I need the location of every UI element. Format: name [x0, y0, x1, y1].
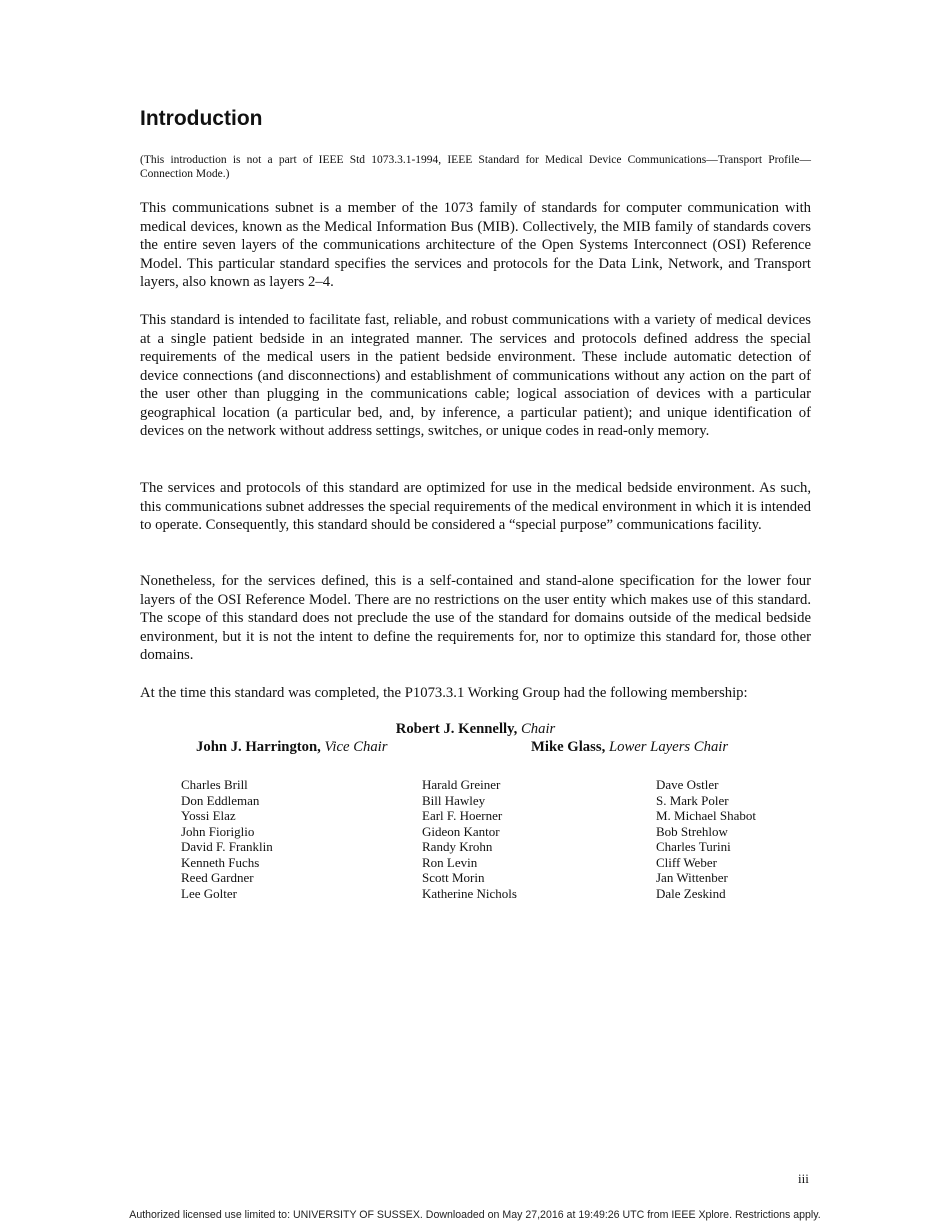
paragraph-1: This communications subnet is a member of the 1073 family of standards for computer communication with medical devices, known as the Medical Information Bus (MIB). Collectively, the MIB family of standards covers the entire seven layers of the communications architecture of the Open Systems Interconnect (OSI) Reference Model. This particular standard specifies the services and protocols for the Data Link, Network, and Transport layers, also known as layers 2–4.: [140, 200, 811, 290]
member-name: Yossi Elaz: [181, 808, 236, 823]
member-name: Reed Gardner: [181, 870, 254, 885]
member-name: Scott Morin: [422, 870, 485, 885]
chair-name: Robert J. Kennelly,: [395, 721, 518, 737]
member-name: Randy Krohn: [422, 839, 493, 854]
member-name: Cliff Weber: [656, 854, 717, 870]
paragraph-2: This standard is intended to facilitate fast, reliable, and robust communications with a variety of medical devices at a single patient bedside in an integrated manner. The services and protocols defined address the special requirements of the medical users in the patient bedside environment. These include automatic detection of device connections (and disconnections) and establishment of communications without any action on the part of the user other than plugging in the communications cable; logical association of devices with a particular geographical location (a particular bed, and, by inference, a particular patient); and unique identification of devices on the network without address settings, switches, or unique codes in read-only memory.: [140, 312, 811, 439]
member-name: Harald Greiner: [422, 777, 501, 792]
member-name: Don Eddleman: [181, 792, 260, 808]
member-column-3: [656, 777, 756, 901]
member-name: S. Mark Poler: [656, 792, 729, 808]
member-name: Charles Brill: [181, 777, 248, 792]
page-number: iii: [798, 1171, 809, 1186]
member-name: Earl F. Hoerner: [422, 808, 503, 823]
member-name: Lee Golter: [181, 885, 237, 901]
officer-lower-layers-chair: [531, 738, 728, 756]
member-name: Gideon Kantor: [422, 823, 500, 839]
section-heading: Introduction: [140, 107, 263, 130]
member-name: Katherine Nichols: [422, 885, 517, 901]
member-name: M. Michael Shabot: [656, 808, 757, 823]
member-name: David F. Franklin: [181, 839, 273, 854]
officer-chair: [140, 720, 811, 738]
license-footer: Authorized licensed use limited to: UNIVERSITY OF SUSSEX. Downloaded on May 27,2016 at 19:49:26 UTC from IEEE Xplore. Restrictions apply.: [129, 1209, 821, 1221]
member-name: John Fioriglio: [181, 823, 255, 839]
member-column-2: [422, 777, 517, 901]
member-name: Dale Zeskind: [656, 885, 726, 901]
member-name: Bill Hawley: [422, 792, 486, 808]
paragraph-5: At the time this standard was completed, the P1073.3.1 Working Group had the following membership:: [140, 685, 748, 701]
member-name: Charles Turini: [656, 839, 731, 854]
officer-vice-chair: [196, 738, 387, 756]
chair-role: Chair: [520, 721, 556, 737]
lower-layers-chair-name: Mike Glass,: [531, 739, 606, 755]
member-name: Jan Wittenber: [656, 870, 728, 885]
introduction-note: (This introduction is not a part of IEEE Std 1073.3.1-1994, IEEE Standard for Medical Device Communications—Transport Profile—Connection Mode.): [140, 154, 811, 180]
member-name: Dave Ostler: [656, 777, 719, 792]
vice-chair-role: Vice Chair: [324, 739, 388, 755]
member-name: Kenneth Fuchs: [181, 854, 260, 870]
lower-layers-chair-role: Lower Layers Chair: [608, 739, 729, 755]
paragraph-4: Nonetheless, for the services defined, this is a self-contained and stand-alone specification for the lower four layers of the OSI Reference Model. There are no restrictions on the user entity which makes use of this standard. The scope of this standard does not preclude the use of the standard for domains outside of the medical bedside environment, but it is not the intent to define the requirements for, nor to optimize this standard for, those other domains.: [140, 573, 811, 663]
vice-chair-name: John J. Harrington,: [196, 739, 321, 755]
member-name: Ron Levin: [422, 854, 478, 870]
member-column-1: [181, 777, 273, 901]
member-name: Bob Strehlow: [656, 823, 728, 839]
paragraph-3: The services and protocols of this standard are optimized for use in the medical bedside environment. As such, this communications subnet addresses the special requirements of the medical environment in which it is intended to operate. Consequently, this standard should be considered a “special purpose” communications facility.: [140, 480, 811, 533]
